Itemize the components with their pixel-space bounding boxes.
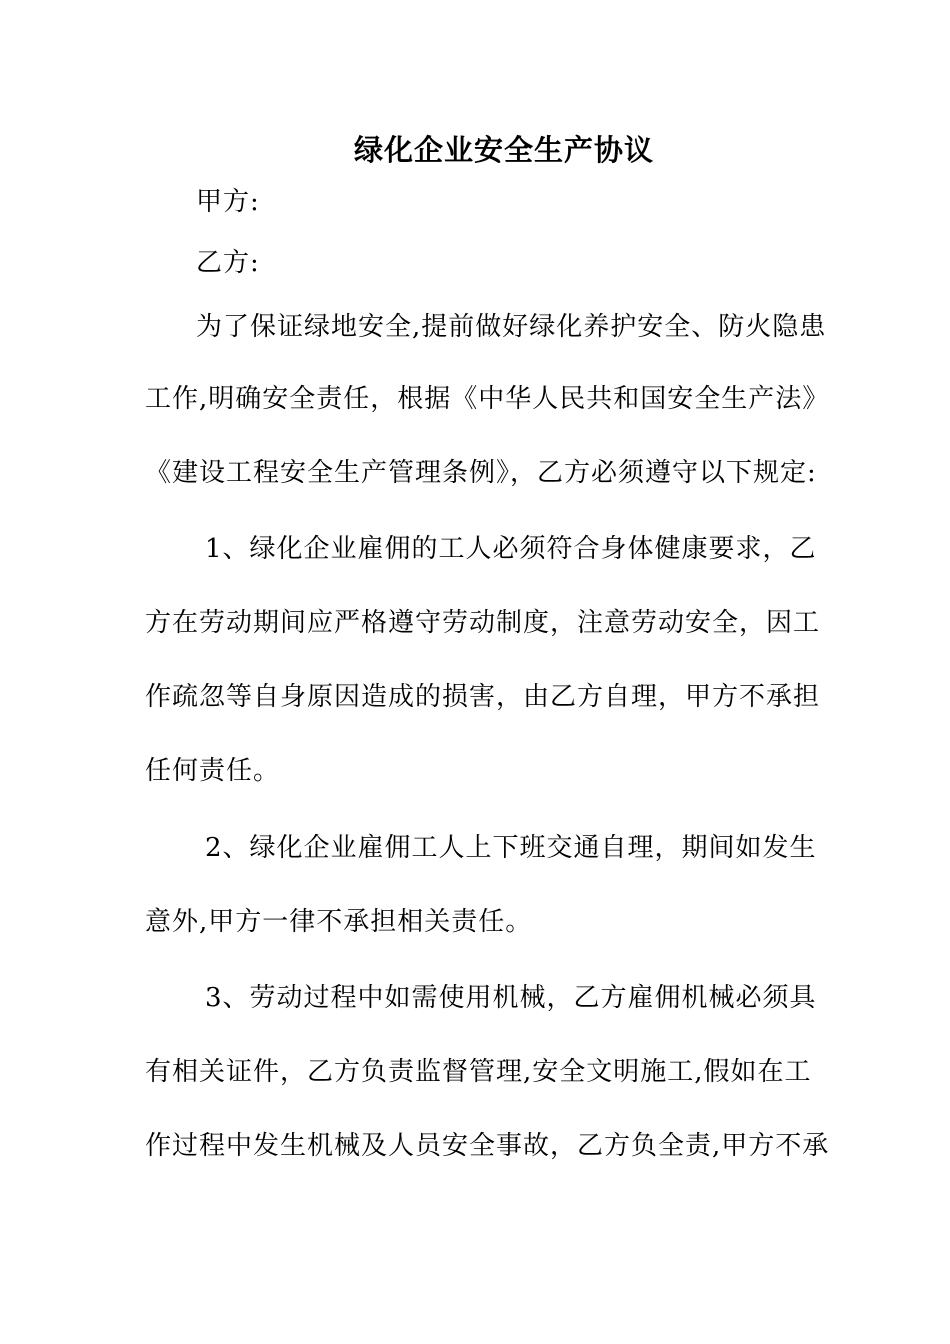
party-a-label: 甲方:	[196, 187, 260, 217]
clause-2-line: 2、绿化企业雇佣工人上下班交通自理，期间如发生	[205, 833, 817, 863]
party-b-label: 乙方:	[196, 248, 260, 278]
intro-line: 工作,明确安全责任，根据《中华人民共和国安全生产法》	[145, 384, 830, 414]
clause-1-line: 1、绿化企业雇佣的工人必须符合身体健康要求，乙	[205, 534, 817, 564]
clause-1-line: 任何责任。	[145, 756, 281, 786]
clause-3-line: 3、劳动过程中如需使用机械，乙方雇佣机械必须具	[205, 983, 817, 1013]
clause-1-line: 方在劳动期间应严格遵守劳动制度，注意劳动安全，因工	[145, 608, 821, 638]
intro-line: 为了保证绿地安全,提前做好绿化养护安全、防火隐患	[196, 312, 827, 342]
clause-2-line: 意外,甲方一律不承担相关责任。	[145, 907, 533, 937]
intro-line: 《建设工程安全生产管理条例》，乙方必须遵守以下规定:	[145, 458, 817, 488]
clause-3-line: 有相关证件，乙方负责监督管理,安全文明施工,假如在工	[145, 1057, 812, 1087]
document-title: 绿化企业安全生产协议	[353, 133, 654, 167]
clause-1-line: 作疏忽等自身原因造成的损害，由乙方自理，甲方不承担	[145, 682, 821, 712]
clause-3-line: 作过程中发生机械及人员安全事故，乙方负全责,甲方不承	[145, 1131, 830, 1161]
